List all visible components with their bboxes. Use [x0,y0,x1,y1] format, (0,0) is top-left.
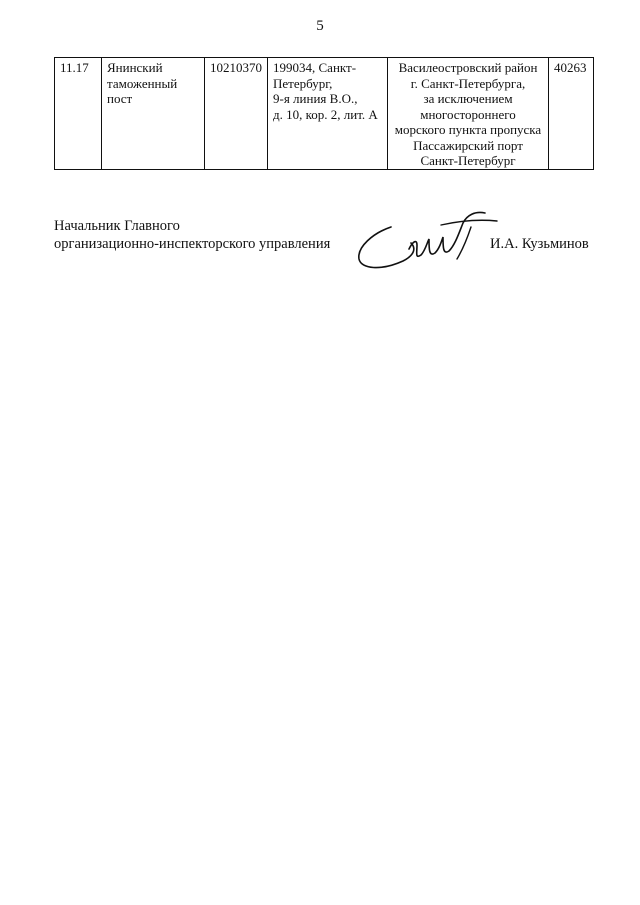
signatory-name: И.А. Кузьминов [490,236,589,252]
area-line: морского пункта пропуска [394,122,542,137]
area-line: Пассажирский порт [413,137,523,153]
address-line: 199034, Санкт- [273,60,357,75]
customs-post-table [54,57,594,170]
area-line: Василеостровский район [398,60,538,75]
area-line: за исключением [423,91,513,106]
address-line: Петербург, [273,75,333,91]
area-line: г. Санкт-Петербурга, [410,75,526,91]
address-line: д. 10, кор. 2, лит. А [273,106,378,122]
post-name-line: Янинский [107,60,163,75]
signatory-title-line2: организационно-инспекторского управления [54,236,331,252]
competence-area-cell [388,58,549,170]
signature-block [54,217,604,277]
page-number: 5 [316,18,324,34]
area-line: Санкт-Петербург [420,153,516,168]
signatory-title-line1: Начальник Главного [54,218,180,234]
handwritten-signature [351,205,501,275]
post-name-line: пост [107,91,133,106]
address-cell [268,58,388,170]
table-row [55,58,594,170]
post-code-cell: 10210370 [205,58,268,170]
area-line: многостороннего [420,106,516,122]
okato-code-cell: 40263 [549,58,594,170]
address-line: 9-я линия В.О., [273,91,358,106]
post-name-cell [102,58,205,170]
row-number-cell: 11.17 [55,58,102,170]
post-name-line: таможенный [107,75,178,91]
